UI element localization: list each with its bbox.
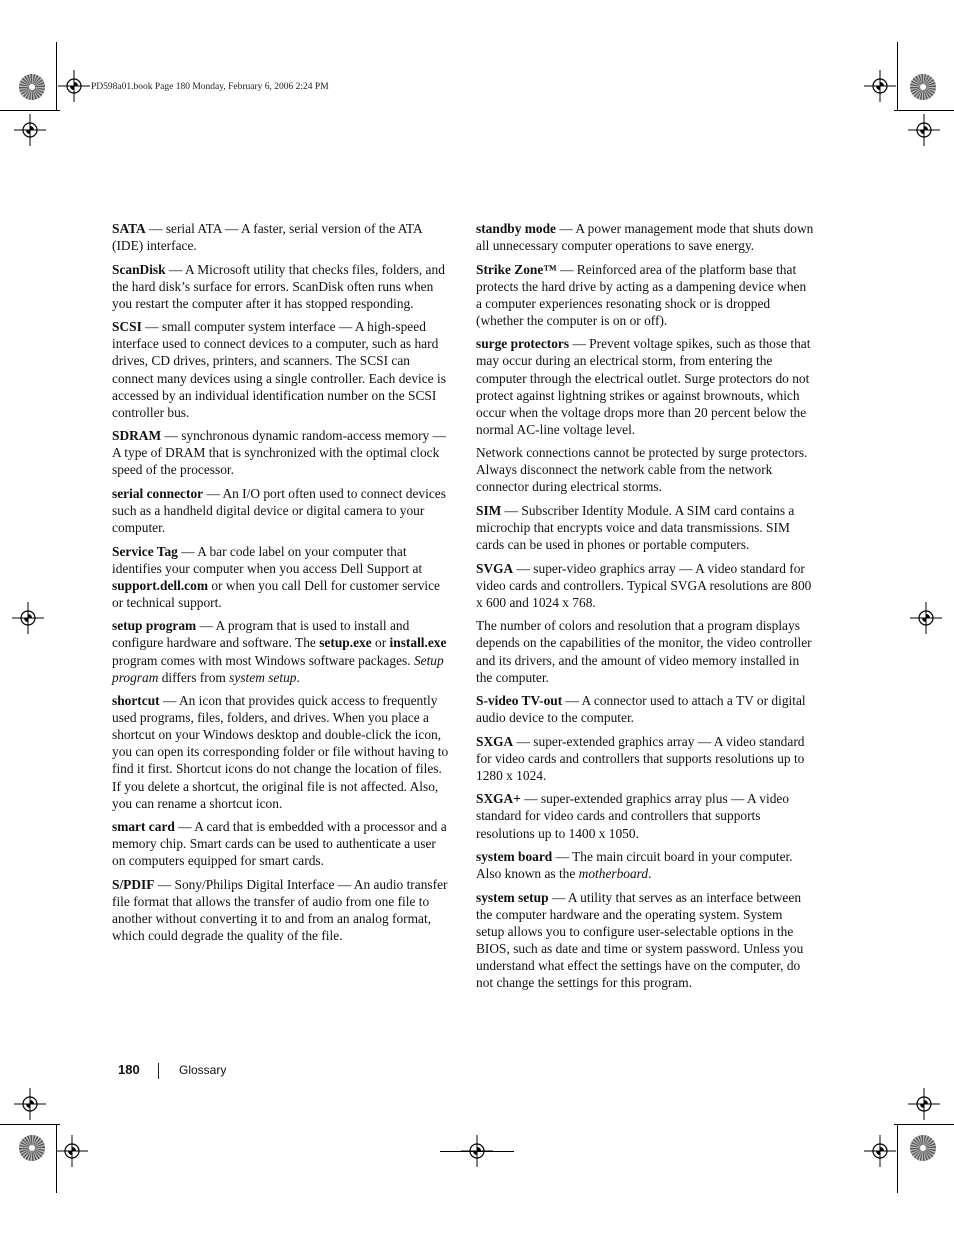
starburst-registration-mark-icon	[18, 1134, 46, 1162]
definition-text: differs from	[158, 669, 230, 685]
glossary-entry	[476, 848, 814, 882]
crosshair-registration-mark-icon	[14, 114, 46, 146]
bold-filename: support.dell.com	[112, 577, 208, 593]
glossary-entry	[112, 692, 450, 812]
crop-line	[897, 1125, 898, 1193]
definition-text: .	[296, 669, 300, 685]
glossary-entry	[112, 543, 450, 611]
glossary-term: surge protectors	[476, 336, 570, 352]
crosshair-registration-mark-icon	[58, 70, 90, 102]
crosshair-registration-mark-icon	[908, 1088, 940, 1120]
glossary-entry	[112, 818, 450, 869]
glossary-entry	[476, 502, 814, 553]
definition-text: — super-extended graphics array plus — A video standard for video cards and controllers that supports resolutions up to 1400 x 1050.	[476, 791, 790, 841]
definition-text: — A utility that serves as an interface between the computer hardware and the operating system. System setup allows you to configure user-selectable options in the BIOS, such as date and time or system password. Unless you understand what effect the settings have on the computer, do not change the settings for this program.	[476, 889, 804, 991]
definition-text: program comes with most Windows software packages.	[112, 652, 414, 668]
crop-line	[894, 1124, 954, 1125]
glossary-term: S/PDIF	[112, 876, 155, 892]
glossary-right-column	[476, 220, 814, 998]
definition-text: — small computer system interface — A high-speed interface used to connect devices to a computer, such as hard drives, CD drives, printers, and scanners. The SCSI can connect many devices using a single controller. Each device is accessed by an individual identification number on the SCSI controller bus.	[112, 319, 446, 420]
definition-text: — super-video graphics array — A video standard for video cards and controllers. Typical SVGA resolutions are 800 x 600 and 1024 x 768.	[476, 560, 812, 610]
definition-text: — serial ATA — A faster, serial version of the ATA (IDE) interface.	[112, 221, 422, 254]
glossary-entry	[112, 318, 450, 421]
starburst-registration-mark-icon	[909, 1134, 937, 1162]
definition-text: — super-extended graphics array — A video standard for video cards and controllers that supports resolutions up to 1280 x 1024.	[476, 733, 805, 783]
section-name: Glossary	[179, 1063, 227, 1077]
glossary-term: setup program	[112, 618, 197, 634]
crosshair-registration-mark-icon	[56, 1135, 88, 1167]
glossary-left-column	[112, 220, 450, 951]
print-header: PD598a01.book Page 180 Monday, February 6, 2006 2:24 PM	[91, 82, 329, 92]
glossary-entry	[476, 261, 814, 329]
definition-text: — Reinforced area of the platform base that protects the hard drive by acting as a dampening device when a computer experiences resonating shock or is dropped (whether the computer is on or off).	[476, 261, 807, 328]
glossary-entry	[476, 335, 814, 438]
glossary-entry	[476, 790, 814, 841]
glossary-term: shortcut	[112, 693, 160, 709]
definition-text: — A connector used to attach a TV or digital audio device to the computer.	[476, 693, 806, 726]
glossary-entry	[476, 733, 814, 784]
glossary-term: smart card	[112, 819, 175, 835]
glossary-entry	[112, 427, 450, 478]
glossary-term: SXGA	[476, 733, 514, 749]
crosshair-registration-mark-icon	[910, 602, 942, 634]
glossary-term: system board	[476, 849, 553, 864]
crop-line	[897, 42, 898, 110]
definition-text: — A bar code label on your computer that identifies your computer when you access Dell Support at	[112, 543, 423, 576]
glossary-entry	[476, 220, 814, 254]
definition-text: — The main circuit board in your computer. Also known as the	[476, 849, 793, 882]
definition-text: — A program that is used to install and configure hardware and software. The	[112, 618, 410, 651]
definition-text: — Prevent voltage spikes, such as those that may occur during an electrical storm, from entering the computer through the electrical outlet. Surge protectors do not protect against lightning strikes or against brownouts, which occur when the voltage drops more than 20 percent below the normal AC-line voltage level.	[476, 336, 811, 437]
crosshair-registration-mark-icon	[461, 1135, 493, 1167]
definition-text: — Subscriber Identity Module. A SIM card contains a microchip that encrypts voice and data transmissions. SIM cards can be used in phones or portable computers.	[476, 502, 795, 553]
glossary-term: SXGA+	[476, 791, 521, 807]
italic-term: Setup program	[112, 652, 444, 685]
definition-text: Network connections cannot be protected by surge protectors. Always disconnect the network cable from the network connector during electrical storms.	[476, 445, 808, 495]
crosshair-registration-mark-icon	[908, 114, 940, 146]
starburst-registration-mark-icon	[18, 73, 46, 101]
definition-text: — Sony/Philips Digital Interface — An audio transfer file format that allows the transfer of audio from one file to another without converting it to and from an analog format, which could degrade the quality of the file.	[112, 876, 448, 944]
crosshair-registration-mark-icon	[864, 1135, 896, 1167]
crop-line	[894, 110, 954, 111]
glossary-entry	[112, 617, 450, 685]
italic-term: motherboard	[578, 866, 649, 882]
footer-divider	[158, 1063, 159, 1079]
glossary-term: SCSI	[112, 319, 142, 335]
glossary-entry	[112, 261, 450, 312]
definition-text: or	[371, 635, 390, 651]
starburst-registration-mark-icon	[909, 73, 937, 101]
glossary-term: SATA	[112, 221, 146, 236]
definition-text: — A card that is embedded with a processor and a memory chip. Smart cards can be used to authenticate a user on computers equipped for smart cards.	[112, 819, 447, 869]
glossary-term: system setup	[476, 889, 549, 905]
glossary-entry	[112, 485, 450, 536]
page-number: 180	[118, 1062, 140, 1077]
italic-term: system setup	[229, 669, 297, 685]
glossary-entry	[112, 220, 450, 254]
definition-text: or when you call Dell for customer service or technical support.	[112, 577, 441, 610]
crop-line	[0, 110, 60, 111]
glossary-term: Strike Zone™	[476, 261, 557, 277]
definition-text: — An icon that provides quick access to frequently used programs, files, folders, and drives. When you place a shortcut on your Windows desktop and double-click the icon, you can open its corresponding folder or file without having to find it first. Shortcut icons do not change the location of files. If you delete a shortcut, the original file is not affected. Also, you can rename a shortcut icon.	[112, 693, 449, 811]
glossary-entry	[476, 692, 814, 726]
definition-text: — A power management mode that shuts down all unnecessary computer operations to save energy.	[476, 221, 814, 254]
crop-line	[0, 1124, 60, 1125]
crop-line	[56, 42, 57, 110]
glossary-term: Service Tag	[112, 543, 178, 559]
glossary-term: SVGA	[476, 560, 514, 576]
glossary-entry	[476, 560, 814, 611]
glossary-entry	[476, 617, 814, 685]
definition-text: The number of colors and resolution that a program displays depends on the capabilities of the monitor, the video controller and its drivers, and the amount of video memory installed in the computer.	[476, 618, 812, 685]
definition-text: .	[648, 866, 652, 882]
crosshair-registration-mark-icon	[12, 602, 44, 634]
glossary-term: ScanDisk	[112, 261, 166, 277]
glossary-term: standby mode	[476, 221, 556, 236]
crosshair-registration-mark-icon	[864, 70, 896, 102]
glossary-term: serial connector	[112, 485, 204, 501]
glossary-entry	[476, 444, 814, 495]
glossary-term: S-video TV-out	[476, 693, 563, 709]
glossary-entry	[476, 889, 814, 992]
definition-text: — A Microsoft utility that checks files, folders, and the hard disk’s surface for errors. ScanDisk often runs when you restart the computer after it has stopped responding.	[112, 261, 445, 311]
glossary-entry	[112, 876, 450, 944]
bold-filename: setup.exe	[319, 635, 372, 651]
bold-filename: install.exe	[389, 635, 447, 651]
definition-text: — synchronous dynamic random-access memory — A type of DRAM that is synchronized with the optimal clock speed of the processor.	[112, 428, 446, 478]
glossary-term: SIM	[476, 502, 502, 518]
glossary-term: SDRAM	[112, 428, 162, 444]
crosshair-registration-mark-icon	[14, 1088, 46, 1120]
definition-text: — An I/O port often used to connect devices such as a handheld digital device or digital camera to your computer.	[112, 485, 446, 536]
